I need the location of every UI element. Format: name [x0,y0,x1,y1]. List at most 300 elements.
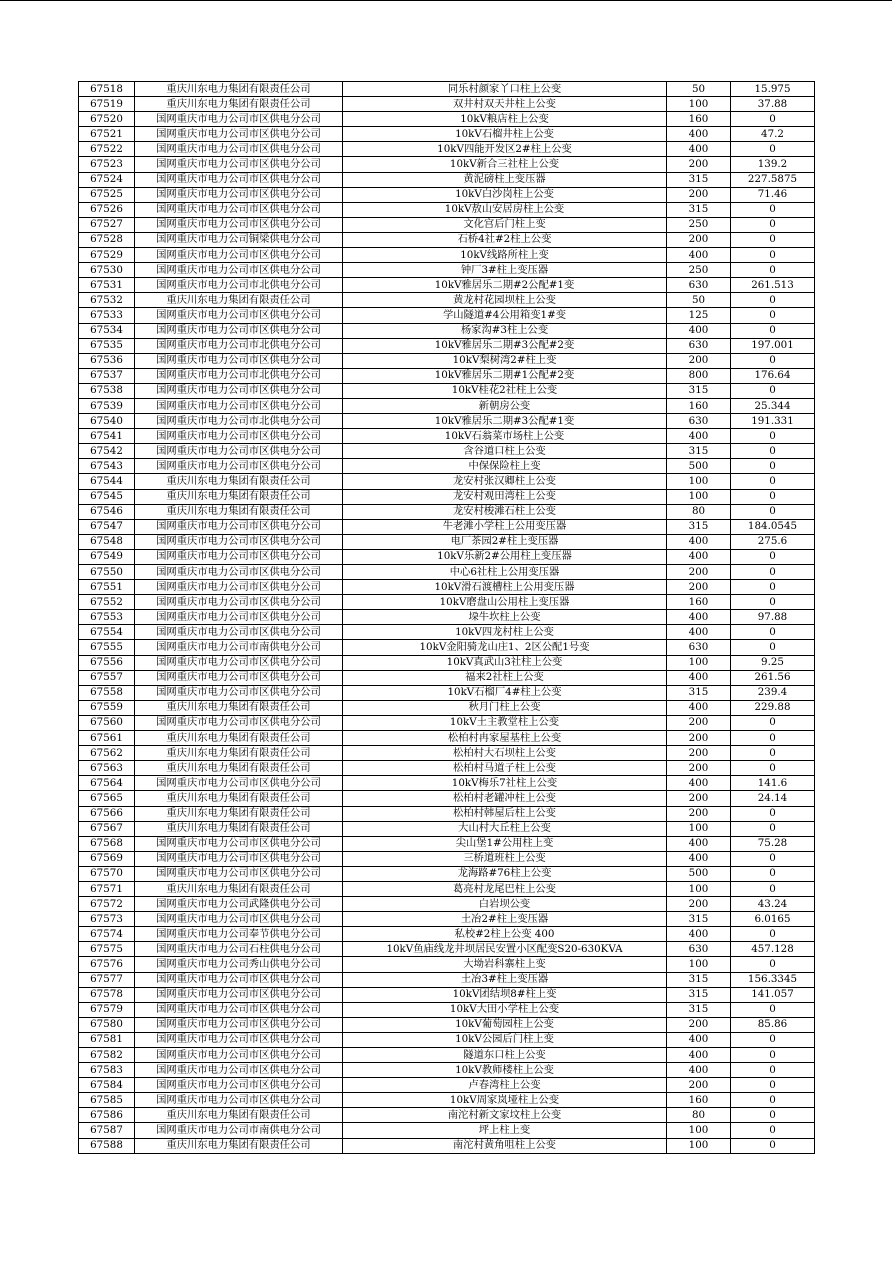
id-cell: 67574 [79,927,135,942]
company-cell: 国网重庆市电力公司市区供电分公司 [135,866,343,881]
table-row [79,806,815,821]
table-row [79,157,815,172]
capacity-cell: 100 [667,821,731,836]
company-cell: 重庆川东电力集团有限责任公司 [135,791,343,806]
id-cell: 67571 [79,881,135,896]
capacity-cell: 100 [667,881,731,896]
capacity-cell: 315 [667,444,731,459]
transformer-name-cell: 三桥道班柱上公变 [343,851,667,866]
table-row [79,881,815,896]
id-cell: 67586 [79,1108,135,1123]
value-cell: 0 [731,640,815,655]
capacity-cell: 400 [667,610,731,625]
value-cell: 0 [731,1108,815,1123]
transformer-name-cell: 10kV团结坝8#柱上变 [343,987,667,1002]
table-row [79,821,815,836]
table-row [79,172,815,187]
value-cell: 25.344 [731,398,815,413]
transformer-name-cell: 10kV粮店柱上公变 [343,112,667,127]
capacity-cell: 250 [667,217,731,232]
capacity-cell: 630 [667,942,731,957]
id-cell: 67537 [79,368,135,383]
transformer-name-cell: 白岩坝公变 [343,897,667,912]
table-row [79,942,815,957]
company-cell: 国网重庆市电力公司市区供电分公司 [135,1032,343,1047]
id-cell: 67523 [79,157,135,172]
value-cell: 0 [731,474,815,489]
value-cell: 0 [731,746,815,761]
id-cell: 67588 [79,1138,135,1153]
capacity-cell: 500 [667,866,731,881]
company-cell: 国网重庆市电力公司市北供电分公司 [135,278,343,293]
transformer-name-cell: 新朝房公变 [343,398,667,413]
company-cell: 国网重庆市电力公司市区供电分公司 [135,112,343,127]
transformer-name-cell: 电厂茶园2#柱上变压器 [343,534,667,549]
value-cell: 0 [731,957,815,972]
capacity-cell: 100 [667,1138,731,1153]
id-cell: 67575 [79,942,135,957]
capacity-cell: 315 [667,519,731,534]
company-cell: 国网重庆市电力公司市区供电分公司 [135,202,343,217]
table-row [79,565,815,580]
table-row [79,791,815,806]
capacity-cell: 315 [667,202,731,217]
value-cell: 0 [731,761,815,776]
company-cell: 重庆川东电力集团有限责任公司 [135,700,343,715]
value-cell: 0 [731,881,815,896]
table-row [79,232,815,247]
company-cell: 国网重庆市电力公司市区供电分公司 [135,1063,343,1078]
capacity-cell: 315 [667,912,731,927]
company-cell: 国网重庆市电力公司市区供电分公司 [135,972,343,987]
capacity-cell: 200 [667,1078,731,1093]
id-cell: 67583 [79,1063,135,1078]
transformer-name-cell: 中保保险柱上变 [343,459,667,474]
id-cell: 67578 [79,987,135,1002]
capacity-cell: 200 [667,1017,731,1032]
company-cell: 国网重庆市电力公司市区供电分公司 [135,519,343,534]
transformer-name-cell: 10kV大田小学柱上公变 [343,1002,667,1017]
id-cell: 67525 [79,187,135,202]
transformer-name-cell: 10kV线路所柱上变 [343,248,667,263]
capacity-cell: 630 [667,278,731,293]
company-cell: 国网重庆市电力公司市北供电分公司 [135,414,343,429]
table-row [79,1093,815,1108]
capacity-cell: 80 [667,1108,731,1123]
company-cell: 国网重庆市电力公司市区供电分公司 [135,836,343,851]
table-row [79,459,815,474]
transformer-name-cell: 10kV鱼庙线龙井坝居民安置小区配变S20-630KVA [343,942,667,957]
capacity-cell: 200 [667,746,731,761]
transformer-name-cell: 松柏村老罐冲柱上公变 [343,791,667,806]
id-cell: 67557 [79,670,135,685]
company-cell: 国网重庆市电力公司市区供电分公司 [135,263,343,278]
table-row [79,1048,815,1063]
company-cell: 国网重庆市电力公司市区供电分公司 [135,172,343,187]
id-cell: 67570 [79,866,135,881]
value-cell: 0 [731,308,815,323]
transformer-name-cell: 10kV白沙岗柱上公变 [343,187,667,202]
id-cell: 67524 [79,172,135,187]
capacity-cell: 400 [667,927,731,942]
table-row [79,489,815,504]
id-cell: 67546 [79,504,135,519]
transformer-name-cell: 10kV金阳骑龙山庄1、2区公配1号变 [343,640,667,655]
transformer-name-cell: 10kV雅居乐二期#2公配#1变 [343,278,667,293]
transformer-name-cell: 10kV教师楼柱上公变 [343,1063,667,1078]
id-cell: 67565 [79,791,135,806]
table-row [79,398,815,413]
company-cell: 重庆川东电力集团有限责任公司 [135,82,343,97]
value-cell: 0 [731,489,815,504]
id-cell: 67521 [79,127,135,142]
transformer-name-cell: 垜牛坎柱上公变 [343,610,667,625]
value-cell: 0 [731,323,815,338]
company-cell: 国网重庆市电力公司市南供电分公司 [135,640,343,655]
company-cell: 国网重庆市电力公司市区供电分公司 [135,459,343,474]
id-cell: 67518 [79,82,135,97]
value-cell: 0 [731,1093,815,1108]
id-cell: 67569 [79,851,135,866]
transformer-name-cell: 10kV石翁菜市场柱上公变 [343,429,667,444]
capacity-cell: 160 [667,1093,731,1108]
value-cell: 184.0545 [731,519,815,534]
page-top-border [0,0,892,1]
table-body [79,82,815,1154]
value-cell: 261.56 [731,670,815,685]
capacity-cell: 630 [667,414,731,429]
id-cell: 67526 [79,202,135,217]
id-cell: 67530 [79,263,135,278]
table-row [79,580,815,595]
capacity-cell: 100 [667,489,731,504]
value-cell: 139.2 [731,157,815,172]
transformer-name-cell: 私校#2柱上公变 400 [343,927,667,942]
id-cell: 67539 [79,398,135,413]
transformer-name-cell: 隧道东口柱上公变 [343,1048,667,1063]
transformer-name-cell: 葛亮村龙尾巴柱上公变 [343,881,667,896]
transformer-name-cell: 松柏村冉家屋基柱上公变 [343,731,667,746]
company-cell: 国网重庆市电力公司市区供电分公司 [135,217,343,232]
value-cell: 275.6 [731,534,815,549]
company-cell: 国网重庆市电力公司市区供电分公司 [135,353,343,368]
company-cell: 国网重庆市电力公司市区供电分公司 [135,776,343,791]
value-cell: 141.057 [731,987,815,1002]
table-row [79,383,815,398]
company-cell: 国网重庆市电力公司市区供电分公司 [135,1017,343,1032]
table-row [79,1017,815,1032]
id-cell: 67556 [79,655,135,670]
id-cell: 67522 [79,142,135,157]
transformer-name-cell: 石桥4社#2柱上公变 [343,232,667,247]
capacity-cell: 200 [667,715,731,730]
transformer-name-cell: 10kV桂花2社柱上公变 [343,383,667,398]
table-row [79,444,815,459]
table-row [79,1002,815,1017]
transformer-name-cell: 10kV新合三社柱上公变 [343,157,667,172]
id-cell: 67563 [79,761,135,776]
transformer-name-cell: 10kV滑石渡槽柱上公用变压器 [343,580,667,595]
value-cell: 0 [731,565,815,580]
value-cell: 0 [731,1138,815,1153]
transformer-name-cell: 10kV乐新2#公用柱上变压器 [343,549,667,564]
company-cell: 国网重庆市电力公司市区供电分公司 [135,685,343,700]
capacity-cell: 400 [667,1032,731,1047]
value-cell: 0 [731,806,815,821]
transformer-name-cell: 土冶2#柱上变压器 [343,912,667,927]
table-row [79,987,815,1002]
id-cell: 67520 [79,112,135,127]
value-cell: 24.14 [731,791,815,806]
table-row [79,595,815,610]
capacity-cell: 160 [667,595,731,610]
company-cell: 国网重庆市电力公司市区供电分公司 [135,398,343,413]
value-cell: 0 [731,232,815,247]
transformer-name-cell: 10kV真武山3社柱上公变 [343,655,667,670]
company-cell: 国网重庆市电力公司铜梁供电分公司 [135,232,343,247]
value-cell: 0 [731,217,815,232]
id-cell: 67579 [79,1002,135,1017]
table-row [79,97,815,112]
id-cell: 67564 [79,776,135,791]
capacity-cell: 50 [667,82,731,97]
table-row [79,761,815,776]
value-cell: 0 [731,549,815,564]
transformer-name-cell: 10kV四能开发区2#柱上公变 [343,142,667,157]
table-row [79,1108,815,1123]
value-cell: 0 [731,1002,815,1017]
table-row [79,640,815,655]
table-row [79,202,815,217]
id-cell: 67576 [79,957,135,972]
capacity-cell: 200 [667,232,731,247]
transformer-name-cell: 南沱村新文家坟柱上公变 [343,1108,667,1123]
table-row [79,429,815,444]
company-cell: 国网重庆市电力公司市区供电分公司 [135,383,343,398]
table-row [79,1078,815,1093]
capacity-cell: 400 [667,776,731,791]
company-cell: 国网重庆市电力公司市区供电分公司 [135,987,343,1002]
transformer-name-cell: 杨家沟#3柱上公变 [343,323,667,338]
table-row [79,353,815,368]
id-cell: 67562 [79,746,135,761]
value-cell: 0 [731,851,815,866]
capacity-cell: 315 [667,987,731,1002]
company-cell: 国网重庆市电力公司市区供电分公司 [135,248,343,263]
transformer-name-cell: 尖山堡1#公用柱上变 [343,836,667,851]
company-cell: 重庆川东电力集团有限责任公司 [135,1138,343,1153]
company-cell: 国网重庆市电力公司市区供电分公司 [135,670,343,685]
company-cell: 重庆川东电力集团有限责任公司 [135,474,343,489]
company-cell: 重庆川东电力集团有限责任公司 [135,806,343,821]
capacity-cell: 100 [667,655,731,670]
value-cell: 0 [731,1063,815,1078]
transformer-name-cell: 卢春湾柱上公变 [343,1078,667,1093]
table-row [79,912,815,927]
id-cell: 67540 [79,414,135,429]
id-cell: 67582 [79,1048,135,1063]
capacity-cell: 400 [667,323,731,338]
id-cell: 67544 [79,474,135,489]
company-cell: 国网重庆市电力公司市区供电分公司 [135,912,343,927]
capacity-cell: 400 [667,127,731,142]
value-cell: 176.64 [731,368,815,383]
value-cell: 75.28 [731,836,815,851]
value-cell: 0 [731,293,815,308]
capacity-cell: 50 [667,293,731,308]
id-cell: 67527 [79,217,135,232]
value-cell: 0 [731,866,815,881]
capacity-cell: 125 [667,308,731,323]
transformer-name-cell: 双井村双天井柱上公变 [343,97,667,112]
value-cell: 229.88 [731,700,815,715]
transformer-name-cell: 10kV梨树湾2#柱上变 [343,353,667,368]
table-row [79,549,815,564]
company-cell: 重庆川东电力集团有限责任公司 [135,293,343,308]
table-row [79,655,815,670]
table-row [79,217,815,232]
company-cell: 国网重庆市电力公司石柱供电分公司 [135,942,343,957]
company-cell: 重庆川东电力集团有限责任公司 [135,821,343,836]
transformer-name-cell: 学山隧道#4公用箱变1#变 [343,308,667,323]
company-cell: 国网重庆市电力公司市区供电分公司 [135,308,343,323]
id-cell: 67538 [79,383,135,398]
capacity-cell: 160 [667,398,731,413]
transformer-name-cell: 龙安村观田湾柱上公变 [343,489,667,504]
capacity-cell: 315 [667,1002,731,1017]
company-cell: 国网重庆市电力公司奉节供电分公司 [135,927,343,942]
table-row [79,1138,815,1153]
transformer-name-cell: 10kV公园后门柱上变 [343,1032,667,1047]
company-cell: 国网重庆市电力公司市北供电分公司 [135,338,343,353]
capacity-cell: 800 [667,368,731,383]
table-row [79,248,815,263]
value-cell: 0 [731,263,815,278]
id-cell: 67568 [79,836,135,851]
value-cell: 0 [731,595,815,610]
company-cell: 国网重庆市电力公司市北供电分公司 [135,368,343,383]
value-cell: 37.88 [731,97,815,112]
table-row [79,851,815,866]
id-cell: 67548 [79,534,135,549]
transformer-name-cell: 10kV葡萄园柱上公变 [343,1017,667,1032]
company-cell: 国网重庆市电力公司市区供电分公司 [135,655,343,670]
table-row [79,519,815,534]
transformer-name-cell: 10kV雅居乐二期#3公配#2变 [343,338,667,353]
id-cell: 67519 [79,97,135,112]
value-cell: 197.001 [731,338,815,353]
transformer-name-cell: 龙海路#76柱上公变 [343,866,667,881]
table-row [79,82,815,97]
value-cell: 6.0165 [731,912,815,927]
capacity-cell: 200 [667,791,731,806]
transformer-name-cell: 10kV石榴厂4#柱上公变 [343,685,667,700]
table-row [79,897,815,912]
transformer-name-cell: 10kV四龙村柱上公变 [343,625,667,640]
transformer-name-cell: 10kV雅居乐二期#1公配#2变 [343,368,667,383]
value-cell: 43.24 [731,897,815,912]
table-row [79,610,815,625]
value-cell: 0 [731,731,815,746]
table-row [79,308,815,323]
value-cell: 9.25 [731,655,815,670]
capacity-cell: 100 [667,97,731,112]
value-cell: 0 [731,1123,815,1138]
id-cell: 67528 [79,232,135,247]
value-cell: 141.6 [731,776,815,791]
value-cell: 0 [731,429,815,444]
capacity-cell: 200 [667,761,731,776]
transformer-name-cell: 松柏村马道子柱上公变 [343,761,667,776]
company-cell: 国网重庆市电力公司市区供电分公司 [135,1093,343,1108]
capacity-cell: 100 [667,1123,731,1138]
company-cell: 国网重庆市电力公司市区供电分公司 [135,444,343,459]
capacity-cell: 315 [667,383,731,398]
company-cell: 国网重庆市电力公司市区供电分公司 [135,549,343,564]
transformer-name-cell: 10kV石榴井柱上公变 [343,127,667,142]
table-row [79,323,815,338]
id-cell: 67533 [79,308,135,323]
company-cell: 国网重庆市电力公司市区供电分公司 [135,127,343,142]
id-cell: 67572 [79,897,135,912]
capacity-cell: 100 [667,474,731,489]
company-cell: 国网重庆市电力公司市区供电分公司 [135,715,343,730]
transformer-name-cell: 龙安村梭滩石柱上公变 [343,504,667,519]
table-row [79,504,815,519]
table-row [79,368,815,383]
capacity-cell: 200 [667,565,731,580]
capacity-cell: 630 [667,640,731,655]
capacity-cell: 100 [667,957,731,972]
table-row [79,625,815,640]
value-cell: 156.3345 [731,972,815,987]
id-cell: 67555 [79,640,135,655]
transformer-name-cell: 福来2社柱上公变 [343,670,667,685]
transformer-name-cell: 龙安村张汉卿柱上公变 [343,474,667,489]
capacity-cell: 400 [667,1063,731,1078]
value-cell: 0 [731,248,815,263]
id-cell: 67542 [79,444,135,459]
transformer-name-cell: 钟厂3#柱上变压器 [343,263,667,278]
company-cell: 国网重庆市电力公司市区供电分公司 [135,1048,343,1063]
company-cell: 重庆川东电力集团有限责任公司 [135,504,343,519]
company-cell: 国网重庆市电力公司市区供电分公司 [135,1078,343,1093]
table-row [79,263,815,278]
id-cell: 67547 [79,519,135,534]
table-row [79,338,815,353]
id-cell: 67535 [79,338,135,353]
id-cell: 67536 [79,353,135,368]
table-row [79,1063,815,1078]
capacity-cell: 400 [667,851,731,866]
id-cell: 67567 [79,821,135,836]
value-cell: 0 [731,1032,815,1047]
id-cell: 67585 [79,1093,135,1108]
capacity-cell: 80 [667,504,731,519]
value-cell: 0 [731,715,815,730]
table-row [79,474,815,489]
table-row [79,1123,815,1138]
id-cell: 67534 [79,323,135,338]
value-cell: 0 [731,383,815,398]
company-cell: 国网重庆市电力公司市区供电分公司 [135,429,343,444]
id-cell: 67573 [79,912,135,927]
company-cell: 国网重庆市电力公司市区供电分公司 [135,580,343,595]
transformer-name-cell: 黄龙村花园坝柱上公变 [343,293,667,308]
transformer-name-cell: 10kV周家岚垭柱上公变 [343,1093,667,1108]
table-row [79,278,815,293]
value-cell: 97.88 [731,610,815,625]
